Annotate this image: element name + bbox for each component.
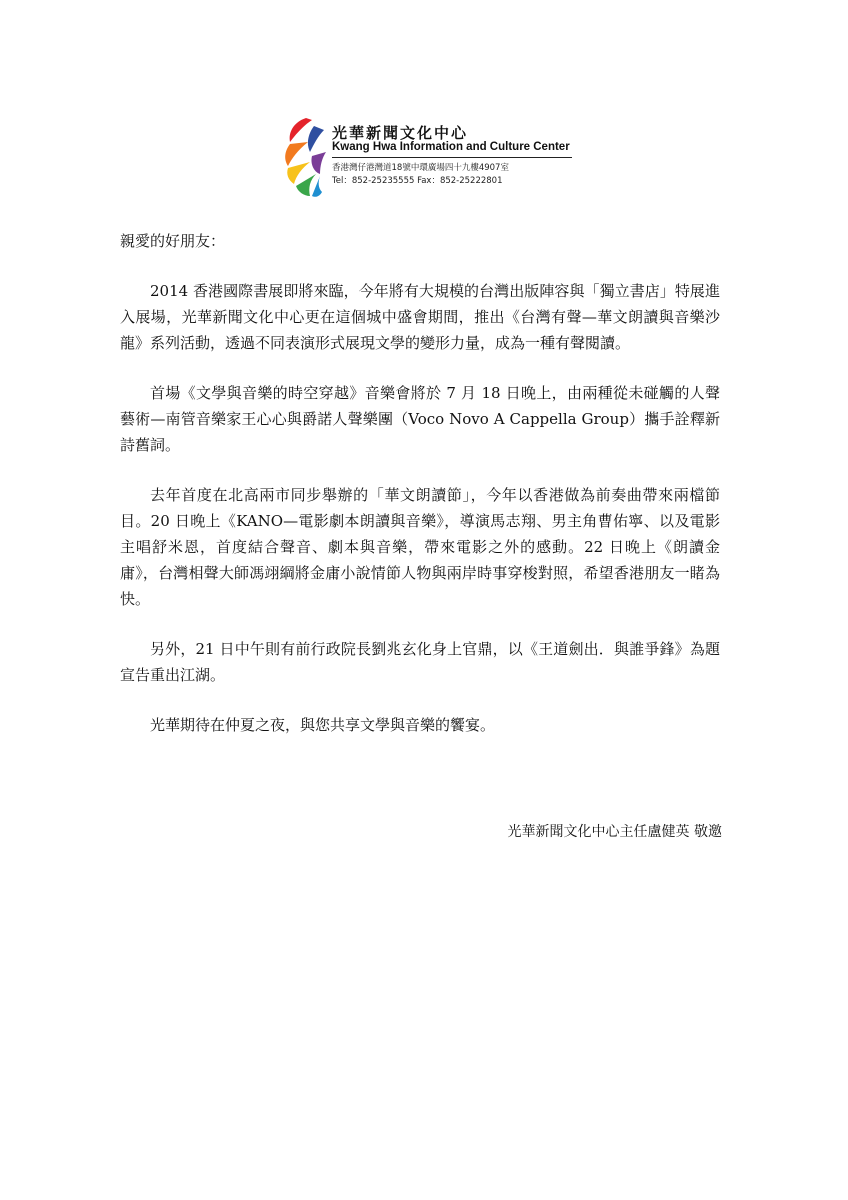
paragraph-concert: 首場《文學與音樂的時空穿越》音樂會將於 7 月 18 日晚上，由兩種從未碰觸的人聲藝術—南管音樂家王心心與爵諾人聲樂團（Voco Novo A Cappella Group）攜手詮釋新詩舊詞。 — [120, 384, 720, 454]
org-name-en: Kwang Hwa Information and Culture Center — [332, 141, 570, 153]
salutation: 親愛的好朋友： — [120, 232, 226, 250]
paragraph-book-fair: 2014 香港國際書展即將來臨，今年將有大規模的台灣出版陣容與「獨立書店」特展進入展場，光華新聞文化中心更在這個城中盛會期間，推出《台灣有聲—華文朗讀與音樂沙龍》系列活動，透過不同表演形式展現文學的變形力量，成為一種有聲閱讀。 — [120, 282, 720, 352]
rainbow-feather-logo-icon — [276, 112, 332, 202]
signature: 光華新聞文化中心主任盧健英 敬邀 — [507, 824, 722, 840]
paragraph-special-guest: 另外，21 日中午則有前行政院長劉兆玄化身上官鼎，以《王道劍出．與誰爭鋒》為題宣告重出江湖。 — [120, 640, 720, 684]
letterhead — [276, 112, 586, 202]
logo-feather-petal — [296, 174, 316, 196]
org-contact: Tel：852-25235555 Fax：852-25222801 — [332, 176, 503, 186]
paragraph-closing: 光華期待在仲夏之夜，與您共享文學與音樂的饗宴。 — [150, 716, 496, 734]
org-name-zh: 光華新聞文化中心 — [332, 124, 469, 142]
logo-feather-petal — [311, 152, 326, 174]
letter-body — [120, 228, 720, 762]
logo-feather-petal — [285, 142, 308, 166]
org-address: 香港灣仔港灣道18號中環廣場四十九樓4907室 — [332, 163, 509, 173]
logo-feather-petal — [308, 126, 324, 152]
paragraph-reading-festival: 去年首度在北高兩市同步舉辦的「華文朗讀節」，今年以香港做為前奏曲帶來兩檔節目。20 日晚上《KANO—電影劇本朗讀與音樂》，導演馬志翔、男主角曹佑寧、以及電影主唱舒米恩，首度結合聲音、劇本與音樂，帶來電影之外的感動。22 日晚上《朗讀金庸》，台灣相聲大師馮翊綱將金庸小說情節人物與兩岸時事穿梭對照，希望香港朋友一睹為快。 — [120, 486, 720, 608]
logo-feather-petal — [312, 176, 322, 197]
letterhead-divider — [332, 157, 572, 158]
